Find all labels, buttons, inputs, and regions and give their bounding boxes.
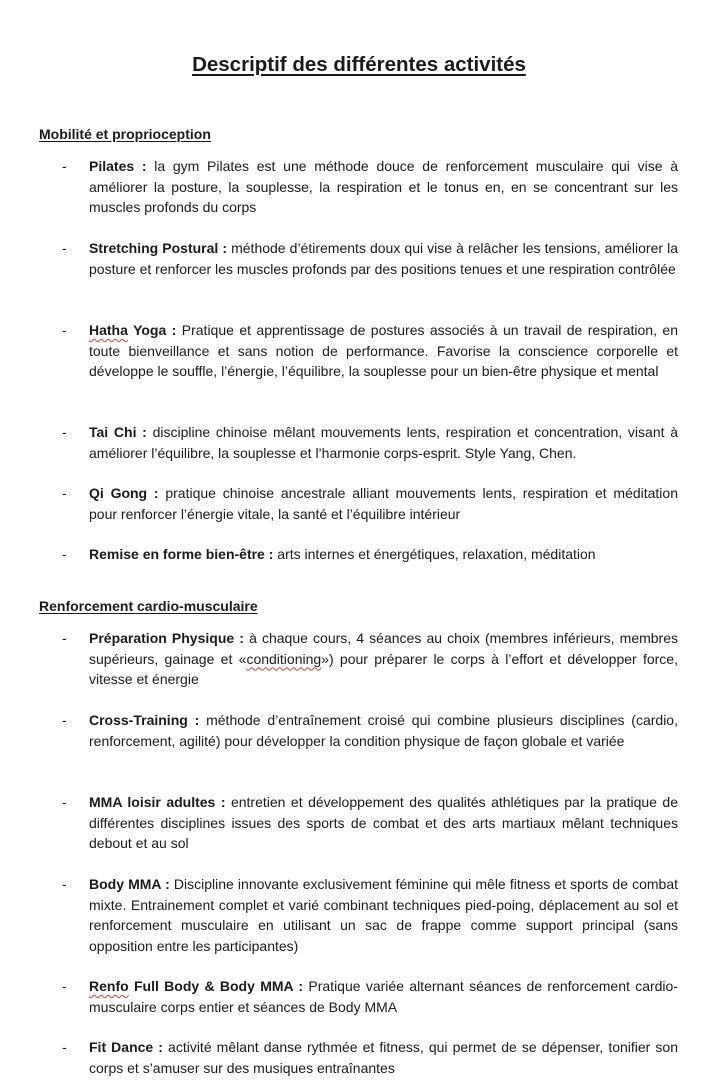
activity-item-pilates [62, 156, 678, 218]
activity-text: la gym Pilates est une méthode douce de renforcement musculaire qui vise à améliorer la posture, la souplesse, la respiration et le tonus en, en se concentrant sur les muscles profonds du corps [89, 158, 678, 215]
activity-description [89, 792, 678, 854]
document-title: Descriptif des différentes activités [192, 53, 526, 76]
activity-text: méthode d’entraînement croisé qui combine plusieurs disciplines (cardio, renforcement, agilité) pour développer la condition physique de façon globale et variée [89, 712, 678, 749]
activity-description [89, 320, 678, 382]
bullet-dash: - [62, 978, 67, 994]
activity-item-fit-dance [62, 1037, 678, 1078]
activity-text: Pratique et apprentissage de postures associés à un travail de respiration, en toute bienveillance et sans notion de performance. Favorise la conscience corporelle et développe le souffle, l’énergie, l’équilibre, la souplesse pour un bien-être physique et mental [89, 322, 678, 379]
activity-item-mma-loisir [62, 792, 678, 854]
activity-term: Remise en forme bien-être : [89, 546, 274, 562]
activity-item-qi-gong [62, 483, 678, 524]
activity-term: Tai Chi : [89, 424, 147, 440]
activity-text: Pratique variée alternant séances de renforcement cardio-musculaire corps entier et séances de Body MMA [89, 978, 678, 1015]
activity-term-rest: Yoga : [127, 322, 177, 338]
activity-text: discipline chinoise mêlant mouvements lents, respiration et concentration, visant à améliorer l’équilibre, la souplesse et l’harmonie corps-esprit. Style Yang, Chen. [89, 424, 678, 461]
activity-description [89, 1037, 678, 1078]
activity-term: Pilates : [89, 158, 147, 174]
bullet-dash: - [62, 424, 67, 440]
spellcheck-flagged-word[interactable]: Renfo [89, 978, 129, 994]
section-heading-renforcement: Renforcement cardio-musculaire [39, 598, 258, 614]
activity-item-body-mma [62, 874, 678, 956]
activity-term: Body MMA : [89, 876, 170, 892]
activity-text: Discipline innovante exclusivement féminine qui mêle fitness et sports de combat mixte. Entrainement complet et varié combinant techniques pied-poing, déplacement au sol et renforcement musculaire en utilisant un sac de frappe comme support principal (sans opposition entre les participantes) [89, 876, 678, 954]
activity-item-cross-training [62, 710, 678, 751]
bullet-dash: - [62, 485, 67, 501]
bullet-dash: - [62, 794, 67, 810]
activity-item-preparation-physique [62, 628, 678, 690]
activity-text: entretien et développement des qualités athlétiques par la pratique de différentes disciplines issues des sports de combat et des arts martiaux mêlant techniques debout et au sol [89, 794, 678, 851]
activity-item-stretching [62, 238, 678, 279]
bullet-dash: - [62, 1039, 67, 1055]
activity-description [89, 238, 678, 279]
activity-term [89, 978, 303, 994]
activity-term: Préparation Physique : [89, 630, 244, 646]
activity-item-renfo-full-body [62, 976, 678, 1017]
activity-item-tai-chi [62, 422, 678, 463]
spellcheck-flagged-word[interactable]: Hatha [89, 322, 128, 338]
activity-text: arts internes et énergétiques, relaxation, méditation [273, 546, 596, 562]
bullet-dash: - [62, 240, 67, 256]
activity-description [89, 483, 678, 524]
activity-description [89, 710, 678, 751]
activity-term-rest: Full Body & Body MMA : [128, 978, 304, 994]
bullet-dash: - [62, 158, 67, 174]
bullet-dash: - [62, 322, 67, 338]
activity-description [89, 422, 678, 463]
activity-term: MMA loisir adultes : [89, 794, 226, 810]
bullet-dash: - [62, 876, 67, 892]
activity-text: méthode d’étirements doux qui vise à relâcher les tensions, améliorer la posture et renforcer les muscles profonds par des positions tenues et une respiration contrôlée [89, 240, 678, 277]
activity-text: activité mêlant danse rythmée et fitness, qui permet de se dépenser, tonifier son corps et s’amuser sur des musiques entraînantes [89, 1039, 678, 1076]
activity-description [89, 628, 678, 690]
activity-description [89, 156, 678, 218]
activity-text: pratique chinoise ancestrale alliant mouvements lents, respiration et méditation pour renforcer l’énergie vitale, la santé et l’équilibre intérieur [89, 485, 678, 522]
bullet-dash: - [62, 712, 67, 728]
activity-term: Cross-Training : [89, 712, 200, 728]
activity-term: Fit Dance : [89, 1039, 163, 1055]
activity-description [89, 874, 678, 956]
section-heading-mobilite: Mobilité et proprioception [39, 126, 211, 142]
activity-description [89, 544, 678, 565]
activity-term [89, 322, 176, 338]
activity-text: à chaque cours, 4 séances au choix (membres inférieurs, membres supérieurs, gainage et « [89, 630, 679, 667]
activity-term: Stretching Postural : [89, 240, 228, 256]
activity-term: Qi Gong : [89, 485, 159, 501]
activity-text-continued: ») pour préparer le corps à l’effort et développer force, vitesse et énergie [89, 650, 678, 687]
bullet-dash: - [62, 630, 67, 646]
bullet-dash: - [62, 546, 67, 562]
spellcheck-flagged-word[interactable]: conditioning [246, 650, 322, 667]
activity-description [89, 976, 678, 1017]
activity-item-hatha-yoga [62, 320, 678, 382]
activity-item-remise-en-forme [62, 544, 678, 565]
